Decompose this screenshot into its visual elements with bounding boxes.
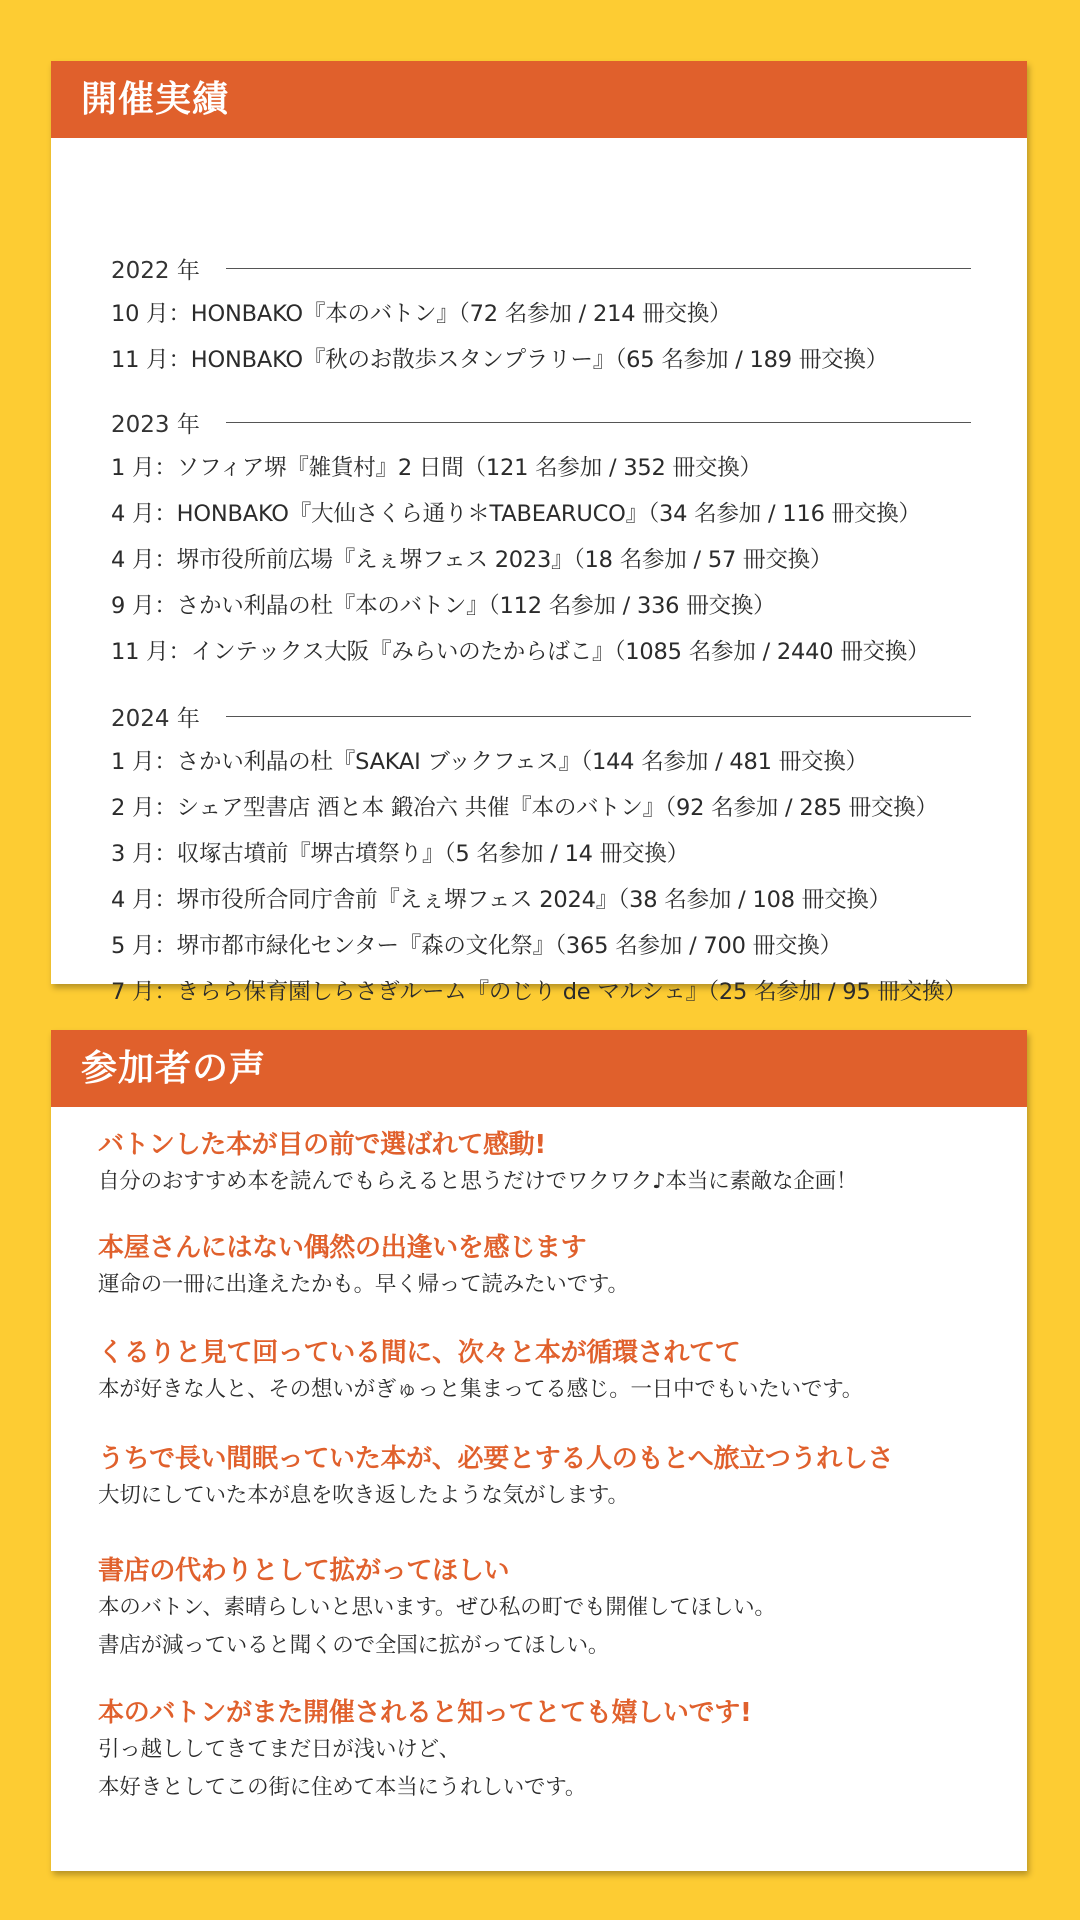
- year-label: 2024 年: [111, 705, 200, 732]
- voice-heading: バトンした本が目の前で選ばれて感動!: [98, 1130, 546, 1160]
- voice-text: 本好きとしてこの街に住めて本当にうれしいです。: [98, 1775, 587, 1800]
- voice-heading: 書店の代わりとして拡がってほしい: [98, 1556, 510, 1586]
- voice-text: 大切にしていた本が息を吹き返したような気がします。: [98, 1483, 629, 1508]
- voice-item: [98, 1230, 988, 1304]
- year-divider-2022: [111, 248, 971, 288]
- year-label: 2023 年: [111, 411, 200, 438]
- voice-heading: くるりと見て回っている間に、次々と本が循環されてて: [98, 1338, 741, 1368]
- event-entry: 9 月：さかい利晶の杜『本のバトン』（112 名参加 / 336 冊交換）: [111, 593, 776, 619]
- event-entry: 11 月：HONBAKO『秋のお散歩スタンプラリー』（65 名参加 / 189 冊交換）: [111, 347, 889, 373]
- voices-card: [51, 1030, 1027, 1871]
- voices-title: 参加者の声: [51, 1030, 1027, 1107]
- divider-line: [226, 716, 971, 717]
- voice-item: [98, 1695, 988, 1807]
- divider-line: [226, 268, 971, 269]
- year-label: 2022 年: [111, 257, 200, 284]
- year-divider-2023: [111, 402, 971, 442]
- event-entry: 3 月：収塚古墳前『堺古墳祭り』（5 名参加 / 14 冊交換）: [111, 841, 689, 867]
- voice-item: [98, 1553, 988, 1665]
- voice-item: [98, 1335, 988, 1409]
- voice-text: 運命の一冊に出逢えたかも。早く帰って読みたいです。: [98, 1272, 629, 1297]
- voice-text: 本のバトン、素晴らしいと思います。ぜひ私の町でも開催してほしい。: [98, 1595, 776, 1620]
- event-entry: 4 月：HONBAKO『大仙さくら通り＊TABEARUCO』（34 名参加 / 116 冊交換）: [111, 501, 921, 527]
- event-entry: 2 月：シェア型書店 酒と本 鍛冶六 共催『本のバトン』（92 名参加 / 285 冊交換）: [111, 795, 938, 821]
- event-entry: 4 月：堺市役所前広場『えぇ堺フェス 2023』（18 名参加 / 57 冊交換）: [111, 547, 833, 573]
- event-entry: 4 月：堺市役所合同庁舎前『えぇ堺フェス 2024』（38 名参加 / 108 冊交換）: [111, 887, 891, 913]
- divider-line: [226, 422, 971, 423]
- voice-text: 書店が減っていると聞くので全国に拡がってほしい。: [98, 1633, 610, 1658]
- voice-item: [98, 1441, 988, 1515]
- event-entry: 7 月：きらら保育園しらさぎルーム『のじり de マルシェ』（25 名参加 / 95 冊交換）: [111, 979, 967, 1005]
- voice-heading: 本のバトンがまた開催されると知ってとても嬉しいです!: [98, 1698, 752, 1728]
- event-entry: 11 月：インテックス大阪『みらいのたからばこ』（1085 名参加 / 2440 冊交換）: [111, 639, 930, 665]
- voice-heading: 本屋さんにはない偶然の出逢いを感じます: [98, 1233, 587, 1263]
- voice-text: 本が好きな人と、その想いがぎゅっと集まってる感じ。一日中でもいたいです。: [98, 1377, 864, 1402]
- event-entry: 5 月：堺市都市緑化センター『森の文化祭』（365 名参加 / 700 冊交換）: [111, 933, 842, 959]
- voice-text: 自分のおすすめ本を読んでもらえると思うだけでワクワク♪本当に素敵な企画！: [98, 1169, 858, 1194]
- voice-heading: うちで長い間眠っていた本が、必要とする人のもとへ旅立つうれしさ: [98, 1444, 894, 1474]
- voice-text: 引っ越ししてきてまだ日が浅いけど、: [98, 1737, 461, 1762]
- event-entry: 1 月：さかい利晶の杜『SAKAI ブックフェス』（144 名参加 / 481 冊交換）: [111, 749, 868, 775]
- voice-item: [98, 1127, 988, 1201]
- results-card: [51, 61, 1027, 1005]
- results-title: 開催実績: [51, 61, 1027, 138]
- event-entry: 10 月：HONBAKO『本のバトン』（72 名参加 / 214 冊交換）: [111, 301, 732, 327]
- year-divider-2024: [111, 696, 971, 736]
- event-entry: 1 月：ソフィア堺『雑貨村』2 日間（121 名参加 / 352 冊交換）: [111, 455, 762, 481]
